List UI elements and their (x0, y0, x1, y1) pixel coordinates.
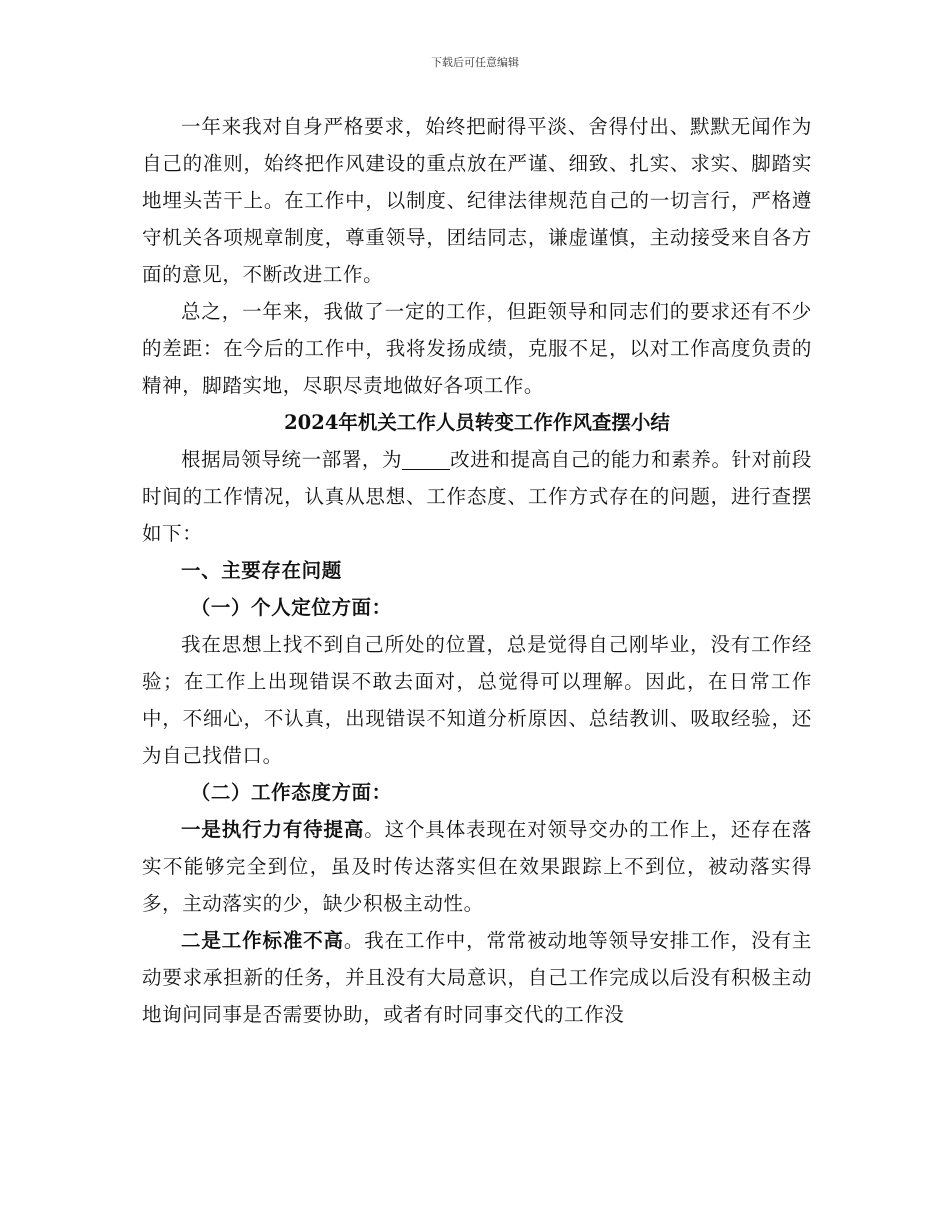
paragraph-self-discipline: 一年来我对自身严格要求，始终把耐得平淡、舍得付出、默默无闻作为自己的准则，始终把作风建设的重点放在严谨、细致、扎实、求实、脚踏实地埋头苦干上。在工作中，以制度、纪律法律规范自己的一切言行，严格遵守机关各项规章制度，尊重领导，团结同志，谦虚谨慎，主动接受来自各方面的意见，不断改进工作。 (142, 115, 812, 286)
fill-blank (402, 449, 450, 470)
intro-text-end: 改进和提高自己的能力和素养。针对前段时间的工作情况，认真从思想、工作态度、工作方式存在的问题，进行查摆如下： (142, 448, 812, 545)
page-header: 下载后可任意编辑 (431, 56, 519, 69)
paragraph-execution (142, 811, 812, 922)
document-body (142, 108, 812, 1033)
paragraph-summary: 总之，一年来，我做了一定的工作，但距领导和同志们的要求还有不少的差距：在今后的工作中，我将发扬成绩，克服不足，以对工作高度负责的精神，脚踏实地，尽职尽责地做好各项工作。 (142, 300, 812, 397)
point-two-label: 二是工作标准不高 (181, 929, 344, 952)
paragraph-work-standard (142, 922, 812, 1033)
intro-text-start: 根据局领导统一部署，为 (181, 448, 403, 471)
heading-work-attitude: （二）工作态度方面： (190, 781, 392, 804)
heading-personal-positioning: （一）个人定位方面： (190, 596, 392, 619)
section-title: 2024年机关工作人员转变工作作风查摆小结 (284, 411, 670, 434)
point-two-text: 。我在工作中，常常被动地等领导安排工作，没有主动要求承担新的任务，并且没有大局意识，自己工作完成以后没有积极主动地询问同事是否需要协助，或者有时同事交代的工作没 (142, 929, 812, 1026)
point-one-label: 一是执行力有待提高 (181, 818, 365, 841)
paragraph-intro (142, 441, 812, 552)
paragraph-personal-positioning: 我在思想上找不到自己所处的位置，总是觉得自己刚毕业，没有工作经验；在工作上出现错误不敢去面对，总觉得可以理解。因此，在日常工作中，不细心，不认真，出现错误不知道分析原因、总结教训、吸取经验，还为自己找借口。 (142, 633, 812, 767)
heading-main-problems: 一、主要存在问题 (181, 559, 342, 582)
point-one-text: 。这个具体表现在对领导交办的工作上，还存在落实不能够完全到位，虽及时传达落实但在效果跟踪上不到位，被动落实得多，主动落实的少，缺少积极主动性。 (142, 818, 813, 915)
